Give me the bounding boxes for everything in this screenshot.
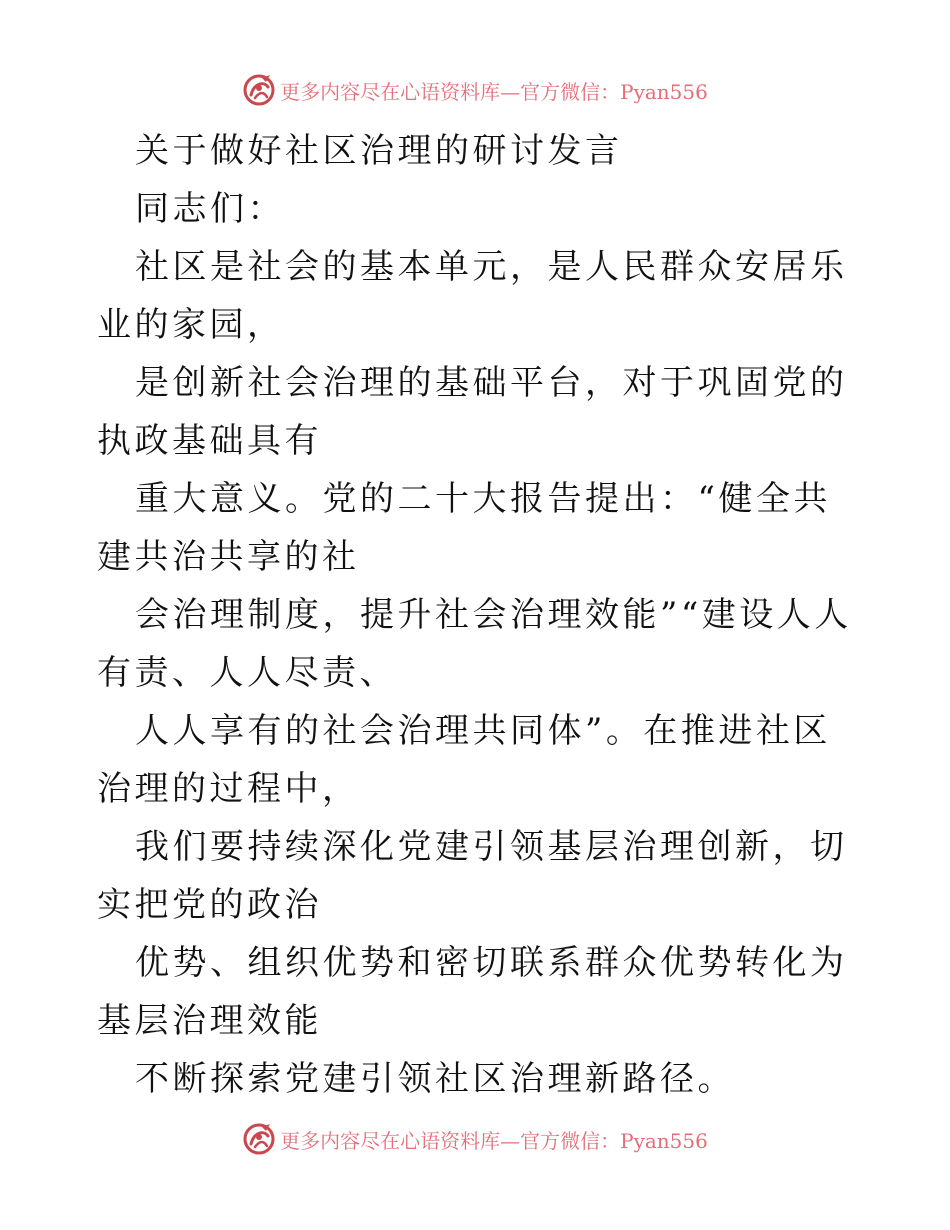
paragraph-line: 是创新社会治理的基础平台，对于巩固党的执政基础具有 [97, 363, 848, 461]
paragraph-line: 人人享有的社会治理共同体”。在推进社区治理的过程中， [97, 711, 831, 809]
document-body [97, 122, 855, 1108]
document-title: 关于做好社区治理的研讨发言 [135, 131, 623, 171]
watermark-text: 更多内容尽在心语资料库—官方微信：Pyan556 [280, 1128, 708, 1153]
paragraph-line: 会治理制度，提升社会治理效能”“建设人人有责、人人尽责、 [97, 595, 852, 693]
footer-watermark [0, 1119, 950, 1159]
paragraph-line: 重大意义。党的二十大报告提出：“健全共建共治共享的社 [97, 479, 831, 577]
salutation: 同志们： [135, 189, 285, 229]
header-watermark [0, 70, 950, 110]
swirl-logo-icon [242, 73, 276, 107]
paragraph-line: 社区是社会的基本单元，是人民群众安居乐业的家园， [97, 247, 848, 345]
paragraph-line: 我们要持续深化党建引领基层治理创新，切实把党的政治 [97, 827, 848, 925]
paragraph-line: 不断探索党建引领社区治理新路径。 [135, 1059, 735, 1099]
paragraph-line: 优势、组织优势和密切联系群众优势转化为基层治理效能 [97, 943, 848, 1041]
swirl-logo-icon [242, 1122, 276, 1156]
watermark-text: 更多内容尽在心语资料库—官方微信：Pyan556 [280, 79, 708, 104]
